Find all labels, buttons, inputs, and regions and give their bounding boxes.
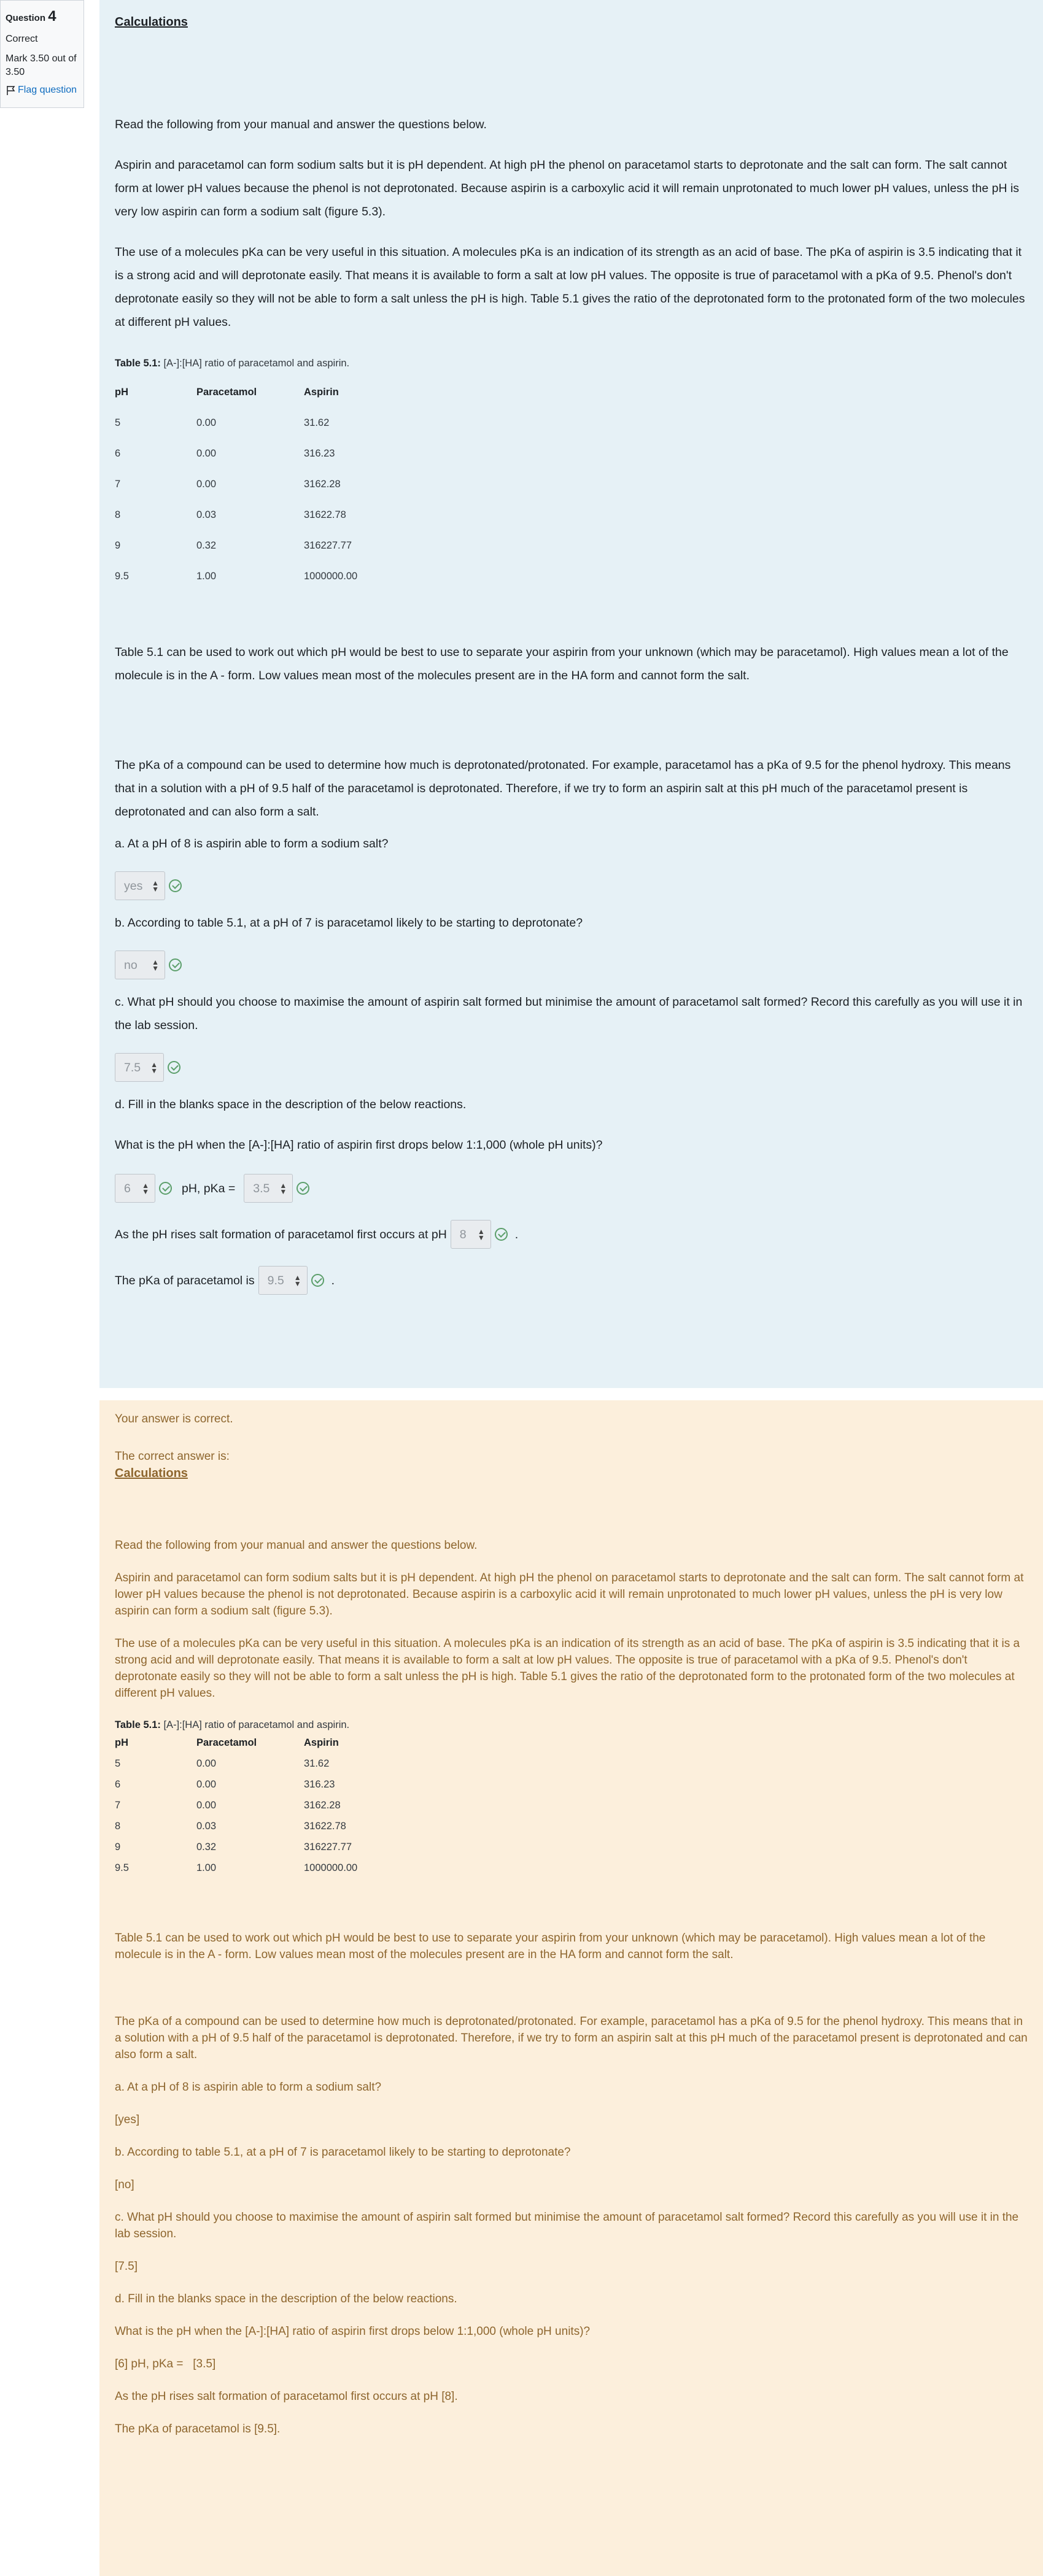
fb-question-a: a. At a pH of 8 is aspirin able to form a sodium salt? (115, 2081, 382, 2094)
table-row: 7 0.00 3162.28 (115, 479, 341, 490)
question-b: b. According to table 5.1, at a pH of 7 is paracetamol likely to be starting to deprotonate? (115, 916, 583, 930)
correct-check-icon (297, 1182, 309, 1195)
answer-d3-select[interactable]: 8 ▲ ▼ (451, 1220, 491, 1249)
table-row: 8 0.03 31622.78 (115, 509, 346, 520)
intro-text: Read the following from your manual and answer the questions below. (115, 118, 487, 131)
answer-a-row (115, 871, 1028, 900)
fb-table-caption: Table 5.1: [A-]:[HA] ratio of paracetamol and aspirin. (115, 1719, 350, 1730)
answer-c-select[interactable]: 7.5 ▲ ▼ (115, 1053, 164, 1082)
correct-check-icon (169, 958, 182, 971)
section-heading: Calculations (115, 15, 188, 29)
select-arrow-icon: ▲ ▼ (477, 1227, 485, 1242)
table-row: 9.5 1.00 1000000.00 (115, 1862, 358, 1873)
flag-icon (6, 85, 17, 96)
correct-check-icon (311, 1274, 324, 1287)
answer-b-select[interactable]: no ▲ ▼ (115, 951, 165, 979)
select-arrow-icon: ▲ ▼ (152, 957, 159, 973)
fb-answer-d1: [6] pH, pKa = [3.5] (115, 2358, 216, 2370)
question-d3-text: The pKa of paracetamol is (115, 1273, 255, 1287)
fb-ratio-table (115, 1732, 427, 1878)
fb-answer-d3: The pKa of paracetamol is [9.5]. (115, 2423, 281, 2435)
answer-d4-row: The pKa of paracetamol is 9.5 ▲ ▼ . (115, 1266, 1028, 1295)
answer-c-row (115, 1053, 1028, 1082)
feedback-box (99, 1400, 1043, 2576)
fb-answer-c: [7.5] (115, 2260, 138, 2273)
question-formulation (99, 0, 1043, 1388)
fb-paragraph-pka-determine: The pKa of a compound can be used to determine how much is deprotonated/protonated. For example, paracetamol has a pKa of 9.5 for the phenol hydroxy. This means that in a solution with a pH of 9.5 half of the paracetamol is deprotonated. Therefore, if we try to form an aspirin salt at this pH much of the paracetamol present is deprotonated and can also form a salt. (115, 2015, 1028, 2061)
table-header-row: pH Paracetamol Aspirin (115, 1737, 339, 1748)
select-arrow-icon: ▲ ▼ (150, 1060, 158, 1075)
table-row: 6 0.00 316.23 (115, 448, 335, 459)
select-arrow-icon: ▲ ▼ (279, 1181, 287, 1196)
answer-a-select[interactable]: yes ▲ ▼ (115, 871, 165, 900)
answer-d2-select[interactable]: 3.5 ▲ ▼ (244, 1174, 293, 1203)
fb-question-d1: What is the pH when the [A-]:[HA] ratio of aspirin first drops below 1:1,000 (whole pH units)? (115, 2325, 591, 2338)
answer-b-row (115, 951, 1028, 979)
answer-d1-select[interactable]: 6 ▲ ▼ (115, 1174, 155, 1203)
ratio-table (115, 377, 427, 592)
table-row: 5 0.00 31.62 (115, 1757, 330, 1769)
table-row: 6 0.00 316.23 (115, 1778, 335, 1790)
paragraph-pka-determine: The pKa of a compound can be used to determine how much is deprotonated/protonated. For example, paracetamol has a pKa of 9.5 for the phenol hydroxy. This means that in a solution with a pH of 9.5 half of the paracetamol is deprotonated. Therefore, if we try to form an aspirin salt at this pH much of the paracetamol present is deprotonated and can also form a salt. (115, 758, 1011, 819)
question-number: Question 4 (6, 8, 56, 25)
fb-question-c: c. What pH should you choose to maximise the amount of aspirin salt formed but minimise the amount of paracetamol salt formed? Record this carefully as you will use it in the lab session. (115, 2211, 1019, 2240)
flag-question-label: Flag question (18, 85, 77, 96)
question-info (0, 0, 84, 108)
fb-intro-text: Read the following from your manual and answer the questions below. (115, 1539, 478, 1552)
paragraph-pka: The use of a molecules pKa can be very useful in this situation. A molecules pKa is an indication of its strength as an acid of base. The pKa of aspirin is 3.5 indicating that it is a strong acid and will deprotonate easily. That means it is available to form a salt at low pH values. The opposite is true of paracetamol with a pKa of 9.5. Phenol's don't deprotonate easily so they will not be able to form a salt unless the pH is high. Table 5.1 gives the ratio of the deprotonated form to the protonated form of the two molecules at different pH values. (115, 245, 1025, 329)
select-arrow-icon: ▲ ▼ (142, 1181, 149, 1196)
fb-paragraph-pka: The use of a molecules pKa can be very useful in this situation. A molecules pKa is an indication of its strength as an acid of base. The pKa of aspirin is 3.5 indicating that it is a strong acid and will deprotonate easily. That means it is available to form a salt at low pH values. The opposite is true of paracetamol with a pKa of 9.5. Phenol's don't deprotonate easily so they will not be able to form a salt unless the pH is high. Table 5.1 gives the ratio of the deprotonated form to the protonated form of the two molecules at different pH values. (115, 1637, 1020, 1700)
fb-paragraph-table-usage: Table 5.1 can be used to work out which pH would be best to use to separate your aspirin from your unknown (which may be paracetamol). High values mean a lot of the molecule is in the A - form. Low values mean most of the molecules present are in the HA form and cannot form the salt. (115, 1932, 986, 1961)
table-row: 9.5 1.00 1000000.00 (115, 571, 358, 582)
fb-answer-d2: As the pH rises salt formation of paracetamol first occurs at pH [8]. (115, 2390, 458, 2403)
correct-check-icon (495, 1228, 508, 1241)
table-row: 8 0.03 31622.78 (115, 1820, 346, 1832)
question-state: Correct (6, 34, 38, 45)
flag-question-link[interactable] (6, 83, 79, 97)
fb-question-d: d. Fill in the blanks space in the description of the below reactions. (115, 2293, 457, 2305)
answer-d4-select[interactable]: 9.5 ▲ ▼ (258, 1266, 308, 1295)
right-answer-intro: The correct answer is: (115, 1450, 230, 1463)
fb-answer-a: [yes] (115, 2113, 140, 2126)
question-d2-text: As the pH rises salt formation of paracetamol first occurs at pH (115, 1227, 447, 1241)
paragraph-salts: Aspirin and paracetamol can form sodium salts but it is pH dependent. At high pH the phenol on paracetamol starts to deprotonate and the salt can form. The salt cannot form at lower pH values because the phenol is not deprotonated. Because aspirin is a carboxylic acid it will remain unprotonated to much lower pH values, unless the pH is very low aspirin can form a sodium salt (figure 5.3). (115, 158, 1020, 218)
table-row: 7 0.00 3162.28 (115, 1799, 341, 1811)
table-row: 5 0.00 31.62 (115, 417, 330, 428)
fb-answer-b: [no] (115, 2178, 134, 2191)
question-c: c. What pH should you choose to maximise the amount of aspirin salt formed but minimise the amount of paracetamol salt formed? Record this carefully as you will use it in the lab session. (115, 995, 1023, 1032)
question-d1: What is the pH when the [A-]:[HA] ratio of aspirin first drops below 1:1,000 (whole pH units)? (115, 1138, 603, 1152)
pka-label: pH, pKa = (182, 1181, 236, 1195)
fb-paragraph-salts: Aspirin and paracetamol can form sodium salts but it is pH dependent. At high pH the phenol on paracetamol starts to deprotonate and the salt can form. The salt cannot form at lower pH values because the phenol is not deprotonated. Because aspirin is a carboxylic acid it will remain unprotonated to much lower pH values, unless the pH is very low aspirin can form a sodium salt (figure 5.3). (115, 1571, 1024, 1618)
paragraph-table-usage: Table 5.1 can be used to work out which pH would be best to use to separate your aspirin from your unknown (which may be paracetamol). High values mean a lot of the molecule is in the A - form. Low values mean most of the molecules present are in the HA form and cannot form the salt. (115, 646, 1009, 682)
fb-question-b: b. According to table 5.1, at a pH of 7 is paracetamol likely to be starting to deprotonate? (115, 2146, 571, 2159)
correct-check-icon (159, 1182, 172, 1195)
table-caption: Table 5.1: [A-]:[HA] ratio of paracetamol and aspirin. (115, 358, 350, 369)
select-arrow-icon: ▲ ▼ (152, 878, 159, 893)
correct-message: Your answer is correct. (115, 1413, 233, 1425)
correct-check-icon (169, 879, 182, 892)
answer-d3-row: As the pH rises salt formation of paracetamol first occurs at pH 8 ▲ ▼ . (115, 1220, 1028, 1249)
correct-check-icon (168, 1061, 180, 1074)
table-row: 9 0.32 316227.77 (115, 540, 352, 551)
question-d: d. Fill in the blanks space in the description of the below reactions. (115, 1098, 467, 1111)
question-grade: Mark 3.50 out of 3.50 (6, 53, 77, 77)
select-arrow-icon: ▲ ▼ (293, 1273, 301, 1288)
table-header-row: pH Paracetamol Aspirin (115, 387, 339, 398)
answer-d1-row (115, 1174, 1028, 1203)
question-a: a. At a pH of 8 is aspirin able to form a sodium salt? (115, 837, 389, 850)
right-answer-heading: Calculations (115, 1467, 188, 1480)
table-row: 9 0.32 316227.77 (115, 1841, 352, 1853)
